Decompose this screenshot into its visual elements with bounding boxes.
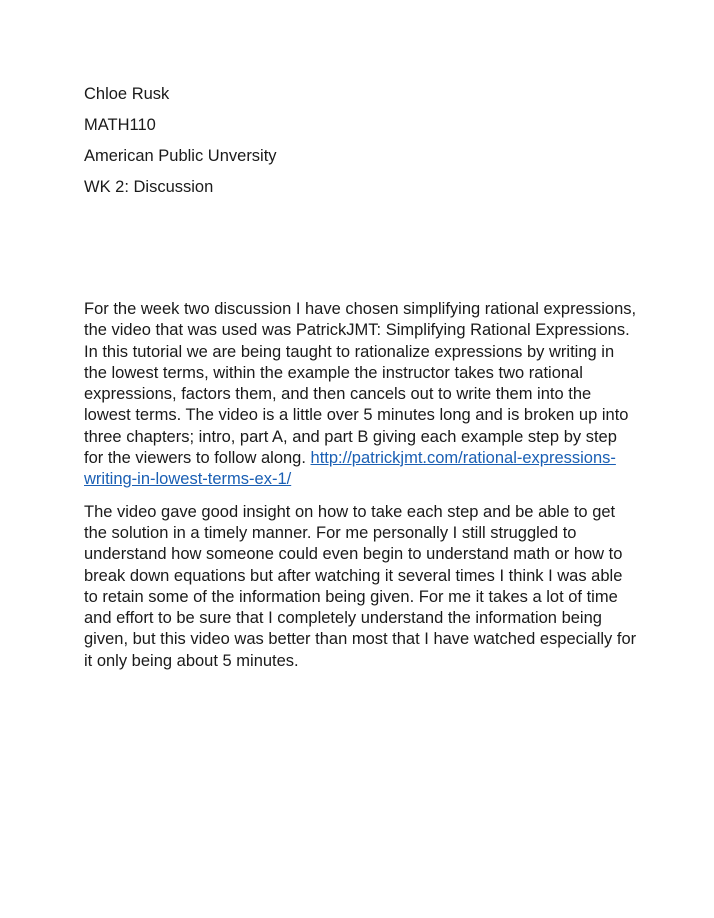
paragraph-1-text: For the week two discussion I have chosen simplifying rational expressions, the video that was used was PatrickJMT: Simplifying Rational Expressions. In this tutorial we are being taught to rationalize expressions by writing in the lowest terms, within the example the instructor takes two rational expressions, factors them, and then cancels out to write them into the lowest terms. The video is a little over 5 minutes long and is broken up into three chapters; intro, part A, and part B giving each example step by step for the viewers to follow along. xyxy=(84,300,637,468)
school-name: American Public Unversity xyxy=(84,147,277,165)
blank-space xyxy=(84,208,640,299)
video-link[interactable]: http://patrickjmt.com/rational-expressions-writing-in-lowest-terms-ex-1/ xyxy=(84,449,616,489)
document-page xyxy=(84,84,640,683)
paragraph-2: The video gave good insight on how to take each step and be able to get the solution in a timely manner. For me personally I still struggled to understand how someone could even begin to understand math or how to break down equations but after watching it several times I think I was able to retain some of the information being given. For me it takes a lot of time and effort to be sure that I completely understand the information being given, but this video was better than most that I have watched especially for it only being about 5 minutes. xyxy=(84,502,637,670)
author-name: Chloe Rusk xyxy=(84,85,170,103)
paragraph-1 xyxy=(84,299,640,491)
assignment-title: WK 2: Discussion xyxy=(84,178,214,196)
course-code: MATH110 xyxy=(84,116,156,134)
